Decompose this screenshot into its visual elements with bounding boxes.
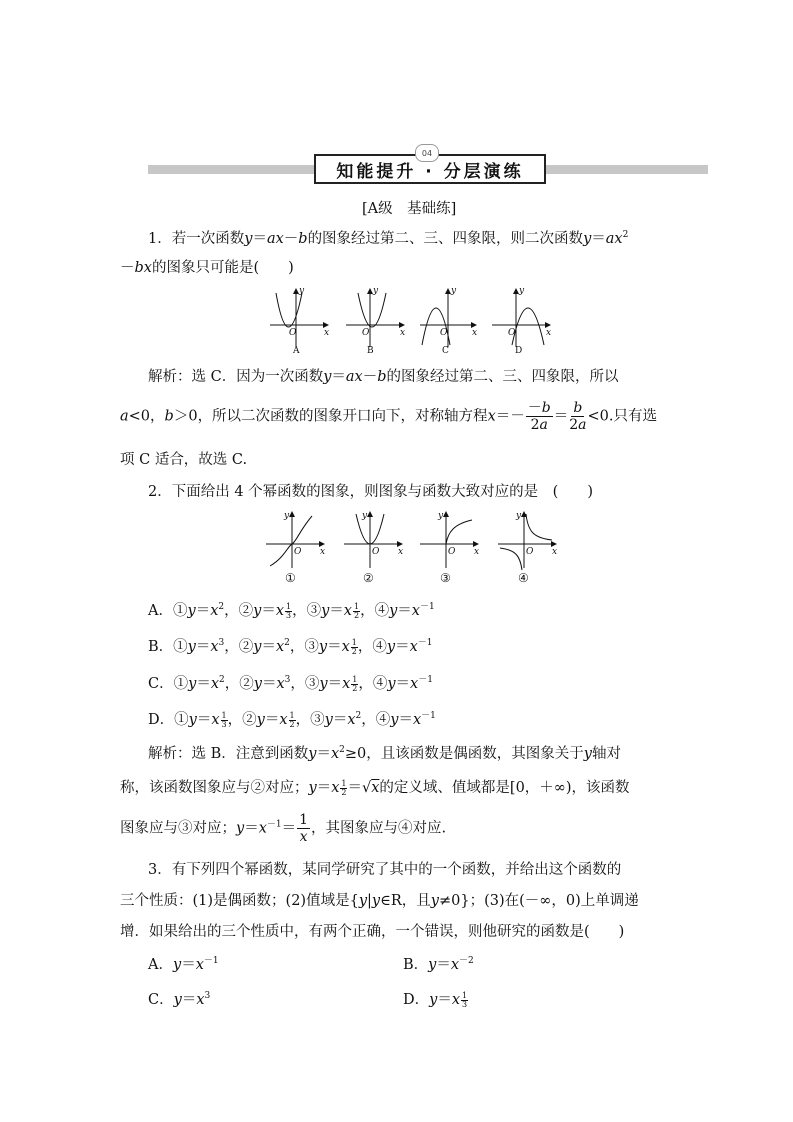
svg-text:O: O: [372, 547, 380, 557]
svg-text:O: O: [526, 547, 534, 557]
svg-text:y: y: [519, 286, 525, 296]
q3-option-b: B．$y=x^{-2}$: [403, 956, 474, 973]
svg-text:x: x: [472, 328, 478, 338]
q3-line1: 3．有下列四个幂函数，某同学研究了其中的一个函数，并给出这个函数的: [148, 862, 622, 878]
svg-text:y: y: [438, 511, 444, 521]
svg-text:y: y: [373, 286, 379, 296]
q3-line3: 增．如果给出的三个性质中，有两个正确，一个错误，则他研究的函数是( ): [120, 924, 625, 940]
q1-graph-c: [420, 289, 476, 347]
q2-graph-label-4: ④: [518, 571, 529, 585]
q1-line1: 1．若一次函数y＝ax－b的图象经过第二、三、四象限，则二次函数$y=ax^2$: [148, 230, 629, 247]
q2-option-b: B．$①y=x^3$，$②y=x^2$，③y＝x $\frac{1}{2}$ ，$④y=x^{-1}$: [148, 638, 433, 657]
svg-text:y: y: [451, 286, 457, 296]
q1-graph-label-d: D: [515, 346, 523, 356]
q2-graph-3: [420, 512, 478, 568]
q1-graph-label-a: A: [293, 346, 300, 356]
svg-text:y: y: [284, 511, 290, 521]
q1-graph-label-b: B: [367, 346, 374, 356]
q1-solution-line3: 项 C 适合，故选 C.: [120, 452, 248, 468]
svg-text:x: x: [546, 328, 552, 338]
svg-text:x: x: [320, 547, 326, 557]
q2-graph-4: [498, 512, 556, 570]
q1-solution-line2: a<0，b＞0，所以二次函数的图象开口向下，对称轴方程x＝－ $\frac{-b}{2a}$ ＝ $\frac{b}{2a}$ <0.只有选: [120, 400, 657, 433]
q1-graph-label-c: C: [442, 346, 449, 356]
banner-bar-right: [544, 165, 708, 174]
svg-text:O: O: [508, 328, 516, 338]
q2-option-a: A．$①y=x^2$，②y＝x $\frac{1}{3}$ ，③y＝x $\frac{1}{2}$ ，$④y=x^{-1}$: [148, 602, 435, 621]
q3-line2: 三个性质：(1)是偶函数；(2)值域是{y|y∈R，且y≠0}；(3)在(－∞，0)上单调递: [120, 893, 639, 909]
q2-graphs: [262, 508, 562, 572]
q2-solution-line1: 解析：选 B．注意到函数$y=x^2\ge 0$，且该函数是偶函数，其图象关于y轴对: [148, 745, 621, 762]
q1-solution-line1: 解析：选 C．因为一次函数y＝ax－b的图象经过第二、三、四象限，所以: [148, 369, 619, 385]
q2-graph-label-1: ①: [285, 571, 296, 585]
q2-option-d: D．①y＝x $\frac{1}{3}$ ，②y＝x $\frac{1}{2}$ ，$③y=x^2$，$④y=x^{-1}$: [148, 711, 436, 730]
svg-text:y: y: [299, 286, 305, 296]
q3-option-c: C．$y=x^3$: [148, 991, 211, 1008]
q1-graph-a: [270, 289, 328, 347]
q2-graph-1: [266, 512, 324, 568]
svg-text:x: x: [398, 547, 404, 557]
svg-text:O: O: [289, 328, 297, 338]
q2-graph-label-3: ③: [440, 571, 451, 585]
q1-line2: －bx的图象只可能是( ): [120, 260, 294, 276]
q3-option-a: A．$y=x^{-1}$: [148, 956, 219, 973]
svg-text:O: O: [448, 547, 456, 557]
svg-text:y: y: [516, 511, 522, 521]
svg-text:O: O: [294, 547, 302, 557]
svg-text:x: x: [324, 328, 330, 338]
svg-text:O: O: [362, 328, 370, 338]
q2-graph-label-2: ②: [363, 571, 374, 585]
svg-text:x: x: [552, 547, 558, 557]
q1-graph-b: [346, 289, 404, 347]
q2-graph-2: [344, 512, 402, 568]
banner-title: 知能提升 · 分层演练: [336, 161, 524, 182]
banner-bar-left: [148, 165, 316, 174]
q2-stem: 2．下面给出 4 个幂函数的图象，则图象与函数大致对应的是 ( ): [148, 484, 593, 500]
q2-solution-line3: 图象应与③对应；$y=x^{-1}=$ $\frac{1}{x}$ ，其图象应与④对应.: [120, 812, 447, 845]
svg-text:y: y: [362, 511, 368, 521]
section-badge: 04: [415, 144, 439, 162]
svg-text:O: O: [440, 328, 448, 338]
q1-graph-d: [492, 289, 550, 347]
q2-solution-line2: 称，该函数图象应与②对应；y＝x $\frac{1}{2}$ ＝√x的定义域、值域都是[0，＋∞)，该函数: [120, 779, 630, 798]
svg-text:x: x: [474, 547, 480, 557]
level-heading: [A级 基础练]: [362, 201, 457, 217]
q3-option-d: D．y＝x $\frac{1}{3}$: [403, 991, 468, 1010]
svg-text:x: x: [400, 328, 406, 338]
q2-option-c: C．$①y=x^2$，$②y=x^3$，③y＝x $\frac{1}{2}$ ，$④y=x^{-1}$: [148, 675, 433, 694]
